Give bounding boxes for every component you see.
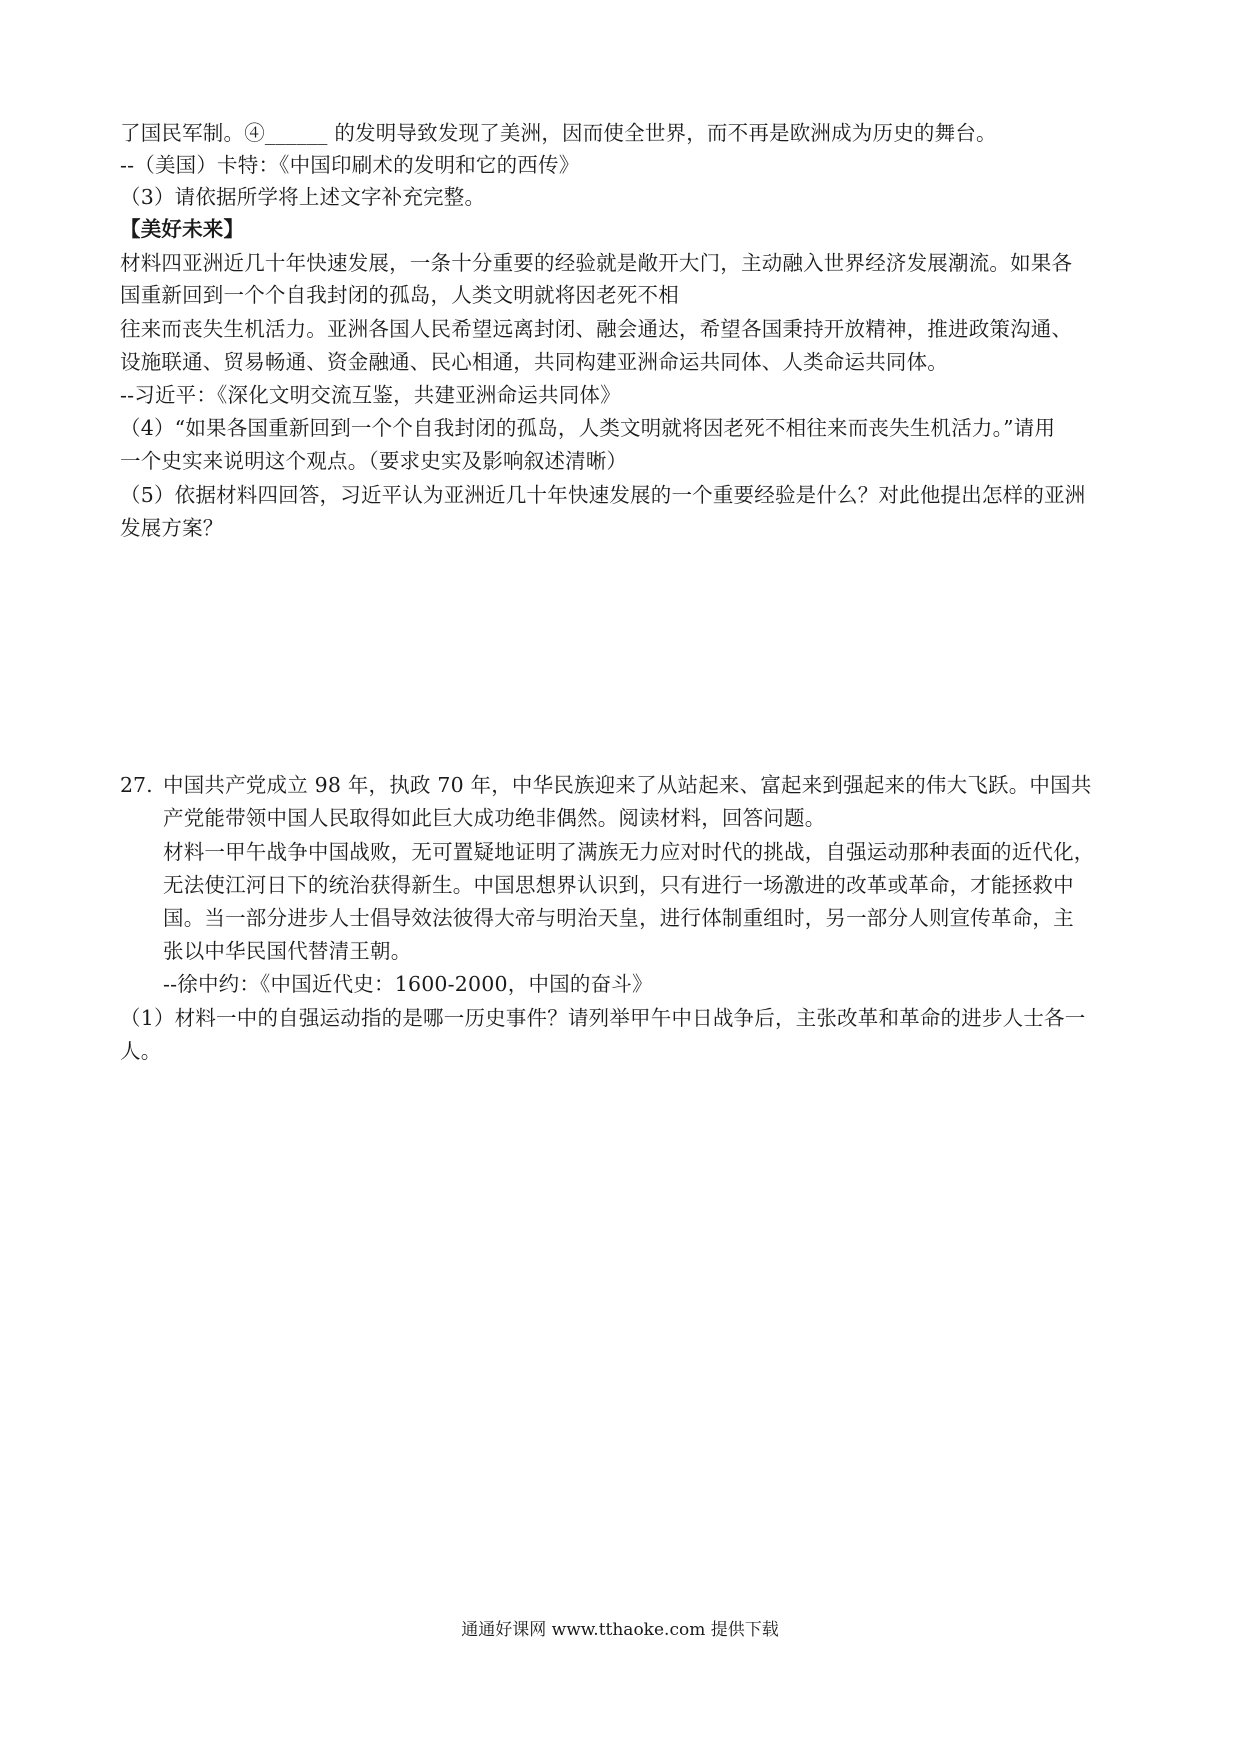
material-text: 无法使江河日下的统治获得新生。中国思想界认识到，只有进行一场激进的改革或革命，才能拯救中 <box>163 873 1074 897</box>
section-heading: 【美好未来】 <box>120 217 245 241</box>
text-line: 了国民军制。④______ 的发明导致发现了美洲，因而使全世界，而不再是欧洲成为历史的舞台。 <box>120 121 997 145</box>
citation-line: --徐中约：《中国近代史：1600-2000，中国的奋斗》 <box>163 972 653 996</box>
question-3: （3）请依据所学将上述文字补充完整。 <box>120 185 486 209</box>
text-line: 发展方案？ <box>120 516 224 540</box>
text-line: 国重新回到一个个自我封闭的孤岛，人类文明就将因老死不相 <box>120 283 679 307</box>
text-line: 设施联通、贸易畅通、资金融通、民心相通，共同构建亚洲命运共同体、人类命运共同体。 <box>120 350 948 374</box>
text-line: 往来而丧失生机活力。亚洲各国人民希望远离封闭、融会通达，希望各国秉持开放精神，推进政策沟通、 <box>120 317 1073 341</box>
footer-text: 通通好课网 www.tthaoke.com 提供下载 <box>461 1620 779 1640</box>
material-text: 材料一甲午战争中国战败，无可置疑地证明了满族无力应对时代的挑战，自强运动那种表面的近代化， <box>163 840 1095 864</box>
text-line: 产党能带领中国人民取得如此巨大成功绝非偶然。阅读材料，回答问题。 <box>163 806 826 830</box>
citation-line: --习近平：《深化文明交流互鉴，共建亚洲命运共同体》 <box>120 383 621 407</box>
text-line: 中国共产党成立 98 年，执政 70 年，中华民族迎来了从站起来、富起来到强起来的伟大飞跃。中国共 <box>163 773 1092 797</box>
question-number: 27. <box>120 773 153 797</box>
material-text: 国。当一部分进步人士倡导效法彼得大帝与明治天皇，进行体制重组时，另一部分人则宣传革命，主 <box>163 906 1074 930</box>
question-4: （4）“如果各国重新回到一个个自我封闭的孤岛，人类文明就将因老死不相往来而丧失生机活力。”请用 <box>120 416 1056 440</box>
text-line: 材料四亚洲近几十年快速发展，一条十分重要的经验就是敞开大门，主动融入世界经济发展潮流。如果各 <box>120 251 1073 275</box>
question-1: （1）材料一中的自强运动指的是哪一历史事件？请列举甲午中日战争后，主张改革和革命的进步人士各一 <box>120 1006 1086 1030</box>
text-line: 一个史实来说明这个观点。（要求史实及影响叙述清晰） <box>120 449 628 473</box>
question-5: （5）依据材料四回答，习近平认为亚洲近几十年快速发展的一个重要经验是什么？对此他提出怎样的亚洲 <box>120 483 1086 507</box>
text-line: 人。 <box>120 1039 162 1063</box>
citation-line: --（美国）卡特：《中国印刷术的发明和它的西传》 <box>120 153 580 177</box>
material-text: 张以中华民国代替清王朝。 <box>163 939 412 963</box>
